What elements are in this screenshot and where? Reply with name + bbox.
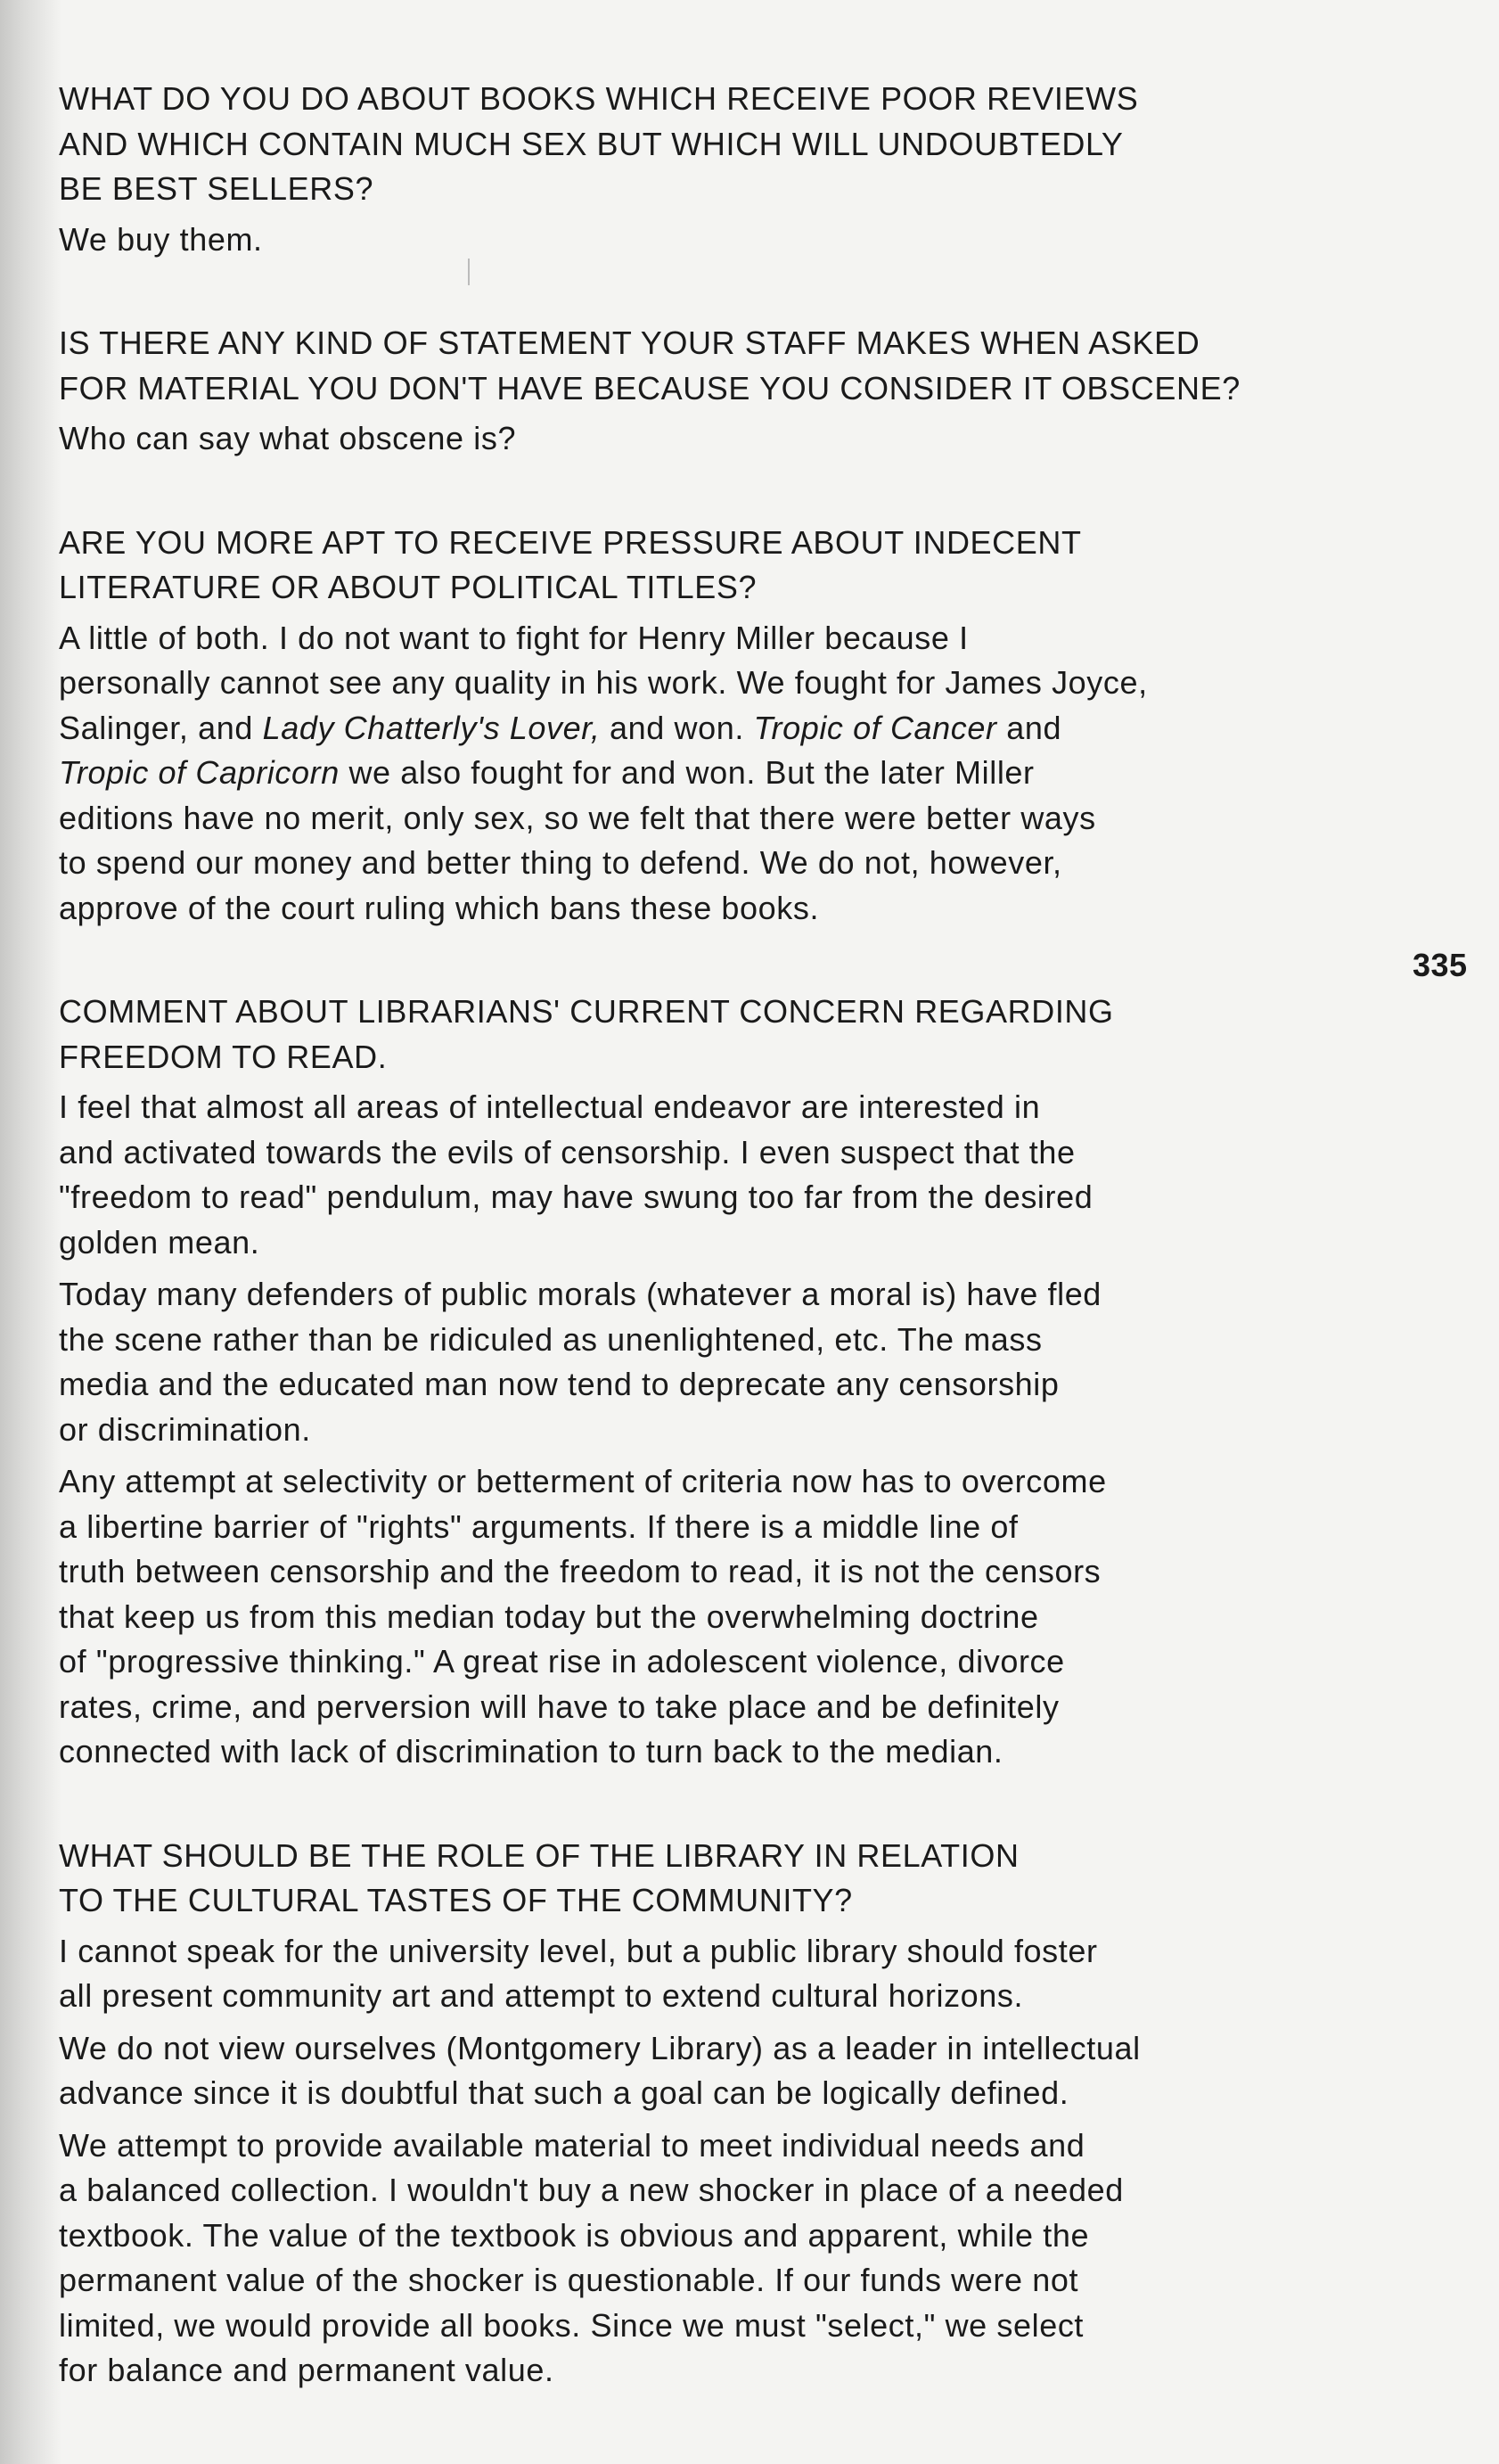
answer-paragraph — [59, 1085, 1307, 1265]
italic-title: Tropic of Capricorn — [59, 754, 340, 791]
qa-block — [59, 1834, 1307, 2394]
answer-line: or discrimination. — [59, 1410, 311, 1448]
answer-line: of "progressive thinking." A great rise in adolescent violence, divorce — [59, 1643, 1065, 1680]
question-heading — [59, 1834, 1307, 1924]
question-line: BE BEST SELLERS? — [59, 170, 374, 207]
question-line: WHAT SHOULD BE THE ROLE OF THE LIBRARY IN RELATION — [59, 1836, 1020, 1874]
page-gutter-shadow — [0, 0, 62, 2464]
answer-line: connected with lack of discrimination to turn back to the median. — [59, 1733, 1003, 1770]
answer-line: Tropic of Capricorn we also fought for and won. But the later Miller — [59, 754, 1035, 791]
answer-line: editions have no merit, only sex, so we felt that there were better ways — [59, 799, 1096, 836]
answer-line: all present community art and attempt to extend cultural horizons. — [59, 1977, 1024, 2014]
answer-line: We do not view ourselves (Montgomery Library) as a leader in intellectual — [59, 2029, 1141, 2066]
answer-line: for balance and permanent value. — [59, 2352, 554, 2388]
answer-paragraph — [59, 1459, 1307, 1775]
answer-line: Salinger, and Lady Chatterly's Lover, and won. Tropic of Cancer and — [59, 709, 1062, 746]
question-line: TO THE CULTURAL TASTES OF THE COMMUNITY? — [59, 1882, 853, 1918]
answer-line: A little of both. I do not want to fight for Henry Miller because I — [59, 619, 969, 656]
question-heading — [59, 77, 1307, 212]
question-line: FREEDOM TO READ. — [59, 1038, 388, 1075]
answer-line: I feel that almost all areas of intellectual endeavor are interested in — [59, 1088, 1041, 1125]
answer-line: golden mean. — [59, 1223, 260, 1261]
answer-line: and activated towards the evils of censorship. I even suspect that the — [59, 1133, 1076, 1170]
answer-line: a libertine barrier of "rights" arguments. If there is a middle line of — [59, 1507, 1019, 1545]
qa-block — [59, 77, 1307, 262]
answer-line: personally cannot see any quality in his work. We fought for James Joyce, — [59, 664, 1148, 701]
answer-line: Who can say what obscene is? — [59, 420, 517, 456]
answer-paragraph — [59, 616, 1307, 932]
answer-line: approve of the court ruling which bans these books. — [59, 889, 820, 926]
question-heading — [59, 521, 1307, 611]
question-line: LITERATURE OR ABOUT POLITICAL TITLES? — [59, 569, 758, 605]
qa-block — [59, 521, 1307, 932]
answer-paragraph — [59, 218, 1307, 263]
question-line: ARE YOU MORE APT TO RECEIVE PRESSURE ABOUT INDECENT — [59, 523, 1082, 561]
answer-line: rates, crime, and perversion will have to take place and be definitely — [59, 1688, 1060, 1725]
answer-line: truth between censorship and the freedom to read, it is not the censors — [59, 1553, 1102, 1589]
answer-line: a balanced collection. I wouldn't buy a new shocker in place of a needed — [59, 2172, 1124, 2208]
answer-line: the scene rather than be ridiculed as unenlightened, etc. The mass — [59, 1320, 1043, 1358]
answer-paragraph — [59, 2026, 1307, 2116]
question-heading — [59, 321, 1307, 411]
answer-line: textbook. The value of the textbook is obvious and apparent, while the — [59, 2216, 1090, 2254]
answer-paragraph — [59, 1929, 1307, 2019]
question-line: IS THERE ANY KIND OF STATEMENT YOUR STAFF MAKES WHEN ASKED — [59, 324, 1200, 361]
question-line: FOR MATERIAL YOU DON'T HAVE BECAUSE YOU CONSIDER IT OBSCENE? — [59, 369, 1241, 407]
qa-block — [59, 990, 1307, 1775]
answer-line: to spend our money and better thing to defend. We do not, however, — [59, 844, 1062, 881]
italic-title: Lady Chatterly's Lover, — [262, 709, 601, 746]
qa-block — [59, 321, 1307, 462]
question-line: AND WHICH CONTAIN MUCH SEX BUT WHICH WILL UNDOUBTEDLY — [59, 125, 1124, 162]
question-line: WHAT DO YOU DO ABOUT BOOKS WHICH RECEIVE POOR REVIEWS — [59, 80, 1139, 117]
answer-line: "freedom to read" pendulum, may have swung too far from the desired — [59, 1179, 1094, 1215]
answer-line: We attempt to provide available material to meet individual needs and — [59, 2126, 1085, 2164]
answer-paragraph — [59, 1272, 1307, 1452]
answer-paragraph — [59, 416, 1307, 462]
page-number: 335 — [1413, 947, 1468, 983]
answer-line: advance since it is doubtful that such a goal can be logically defined. — [59, 2074, 1069, 2111]
answer-line: We buy them. — [59, 220, 263, 258]
answer-line: limited, we would provide all books. Since we must "select," we select — [59, 2306, 1085, 2344]
question-heading — [59, 990, 1307, 1080]
answer-line: that keep us from this median today but the overwhelming doctrine — [59, 1597, 1039, 1635]
answer-line: Any attempt at selectivity or betterment of criteria now has to overcome — [59, 1463, 1107, 1499]
italic-title: Tropic of Cancer — [753, 709, 997, 746]
answer-line: Today many defenders of public morals (whatever a moral is) have fled — [59, 1276, 1102, 1312]
answer-line: permanent value of the shocker is questionable. If our funds were not — [59, 2262, 1079, 2298]
answer-line: I cannot speak for the university level, but a public library should foster — [59, 1932, 1098, 1969]
document-body — [59, 77, 1307, 2452]
answer-paragraph — [59, 2123, 1307, 2394]
question-line: COMMENT ABOUT LIBRARIANS' CURRENT CONCERN REGARDING — [59, 993, 1114, 1030]
answer-line: media and the educated man now tend to deprecate any censorship — [59, 1366, 1060, 1402]
